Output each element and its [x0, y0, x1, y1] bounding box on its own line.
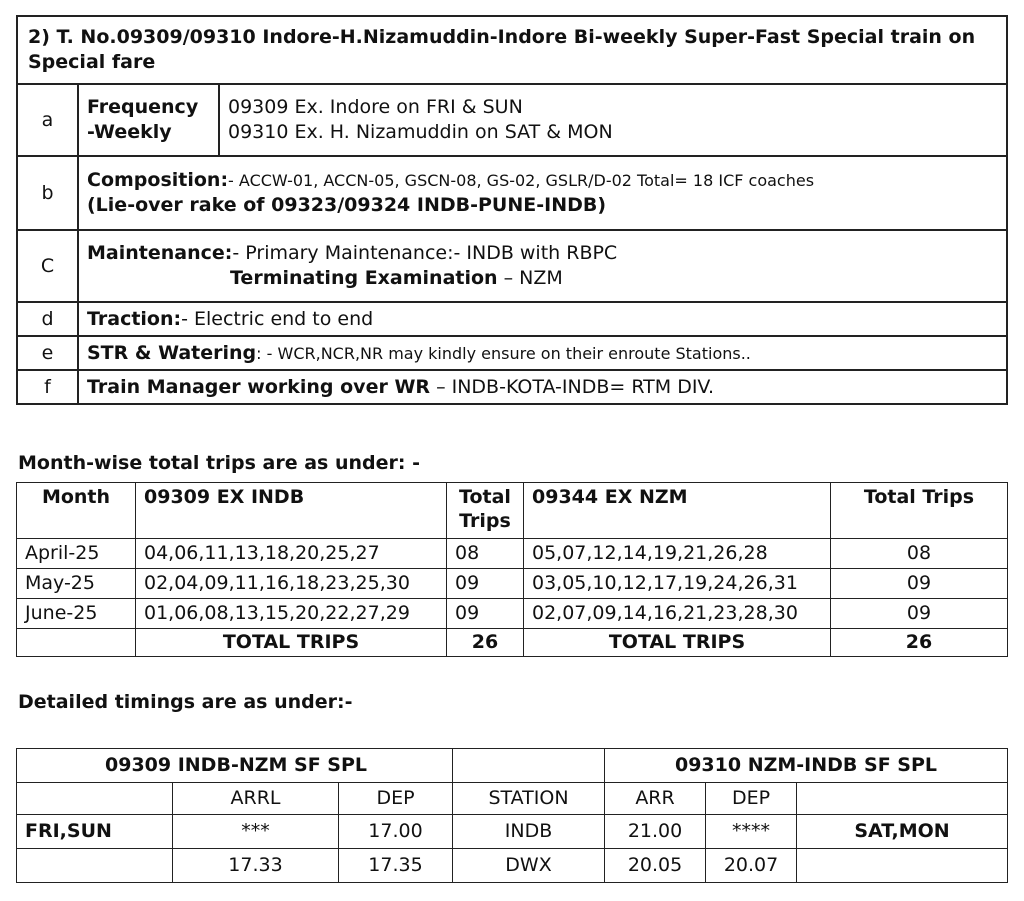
- row-letter: a: [17, 84, 78, 156]
- total-blank-cell: [17, 629, 136, 657]
- info-row-f: [17, 370, 1007, 404]
- trips-header-row: [17, 483, 1008, 539]
- row-letter: d: [17, 302, 78, 336]
- trips-row: [17, 569, 1008, 599]
- row-letter: b: [17, 156, 78, 230]
- trips-row: [17, 599, 1008, 629]
- trips-total-row: [17, 629, 1008, 657]
- down-dates-cell: 05,07,12,14,19,21,26,28: [524, 539, 831, 569]
- frequency-value: [219, 84, 1007, 156]
- arr2-cell: 20.05: [605, 849, 706, 883]
- train-manager-cell: [78, 370, 1007, 404]
- dep2-cell: ****: [706, 815, 797, 849]
- down-total-cell: 09: [831, 569, 1008, 599]
- composition-line2: (Lie-over rake of 09323/09324 INDB-PUNE-INDB): [87, 194, 607, 216]
- down-days-cell: [797, 849, 1008, 883]
- down-total-header: Total Trips: [831, 483, 1008, 539]
- maintenance-label: Maintenance:: [87, 242, 233, 265]
- traction-cell: [78, 302, 1007, 336]
- up-total-cell: 09: [447, 599, 524, 629]
- up-days-cell: [17, 849, 173, 883]
- terminating-label: Terminating Examination: [230, 267, 498, 289]
- up-grand-total: 26: [447, 629, 524, 657]
- arr-cell: ***: [173, 815, 339, 849]
- row-letter: e: [17, 336, 78, 370]
- down-dates-cell: 03,05,10,12,17,19,24,26,31: [524, 569, 831, 599]
- timings-heading: Detailed timings are as under:-: [18, 691, 353, 713]
- info-title-row: [17, 16, 1007, 84]
- trips-table: [16, 482, 1008, 657]
- down-grand-total: 26: [831, 629, 1008, 657]
- station-cell: INDB: [453, 815, 605, 849]
- up-total-label: TOTAL TRIPS: [136, 629, 447, 657]
- info-row-b: [17, 156, 1007, 230]
- up-total-header-line2: Trips: [459, 509, 511, 532]
- timings-row: [17, 815, 1008, 849]
- timings-table: [16, 748, 1008, 883]
- watering-cell: [78, 336, 1007, 370]
- timings-header-row: [17, 783, 1008, 815]
- arr2-header: ARR: [605, 783, 706, 815]
- timings-row: [17, 849, 1008, 883]
- info-row-d: [17, 302, 1007, 336]
- month-cell: April-25: [17, 539, 136, 569]
- up-days-cell: FRI,SUN: [17, 815, 173, 849]
- row-letter: f: [17, 370, 78, 404]
- station-cell: DWX: [453, 849, 605, 883]
- header-blank-cell: [797, 783, 1008, 815]
- up-total-cell: 08: [447, 539, 524, 569]
- trips-heading: Month-wise total trips are as under: -: [18, 452, 420, 474]
- dep2-header: DEP: [706, 783, 797, 815]
- title-blank-cell: [453, 749, 605, 783]
- row-letter: C: [17, 230, 78, 302]
- up-dates-cell: 01,06,08,13,15,20,22,27,29: [136, 599, 447, 629]
- info-row-e: [17, 336, 1007, 370]
- timings-title-row: [17, 749, 1008, 783]
- dep-cell: 17.35: [339, 849, 453, 883]
- up-train-header: 09309 EX INDB: [136, 483, 447, 539]
- up-train-title: 09309 INDB-NZM SF SPL: [17, 749, 453, 783]
- dep2-cell: 20.07: [706, 849, 797, 883]
- header-blank-cell: [17, 783, 173, 815]
- watering-label: STR & Watering: [87, 341, 257, 364]
- trips-row: [17, 539, 1008, 569]
- down-total-label: TOTAL TRIPS: [524, 629, 831, 657]
- month-cell: May-25: [17, 569, 136, 599]
- composition-label: Composition:: [87, 169, 229, 192]
- info-row-c: [17, 230, 1007, 302]
- train-info-table: [16, 15, 1008, 405]
- frequency-value-line2: 09310 Ex. H. Nizamuddin on SAT & MON: [228, 121, 613, 143]
- down-train-title: 09310 NZM-INDB SF SPL: [605, 749, 1008, 783]
- traction-label: Traction:: [87, 307, 182, 330]
- maintenance-value: - Primary Maintenance:- INDB with RBPC: [232, 242, 618, 265]
- arr-cell: 17.33: [173, 849, 339, 883]
- up-total-cell: 09: [447, 569, 524, 599]
- down-total-cell: 09: [831, 599, 1008, 629]
- traction-value: - Electric end to end: [181, 307, 374, 330]
- frequency-label-line1: Frequency: [87, 96, 199, 119]
- up-total-header: [447, 483, 524, 539]
- dep-header: DEP: [339, 783, 453, 815]
- up-dates-cell: 02,04,09,11,16,18,23,25,30: [136, 569, 447, 599]
- frequency-value-line1: 09309 Ex. Indore on FRI & SUN: [228, 96, 523, 119]
- maintenance-cell: [78, 230, 1007, 302]
- info-row-a: [17, 84, 1007, 156]
- down-total-cell: 08: [831, 539, 1008, 569]
- month-cell: June-25: [17, 599, 136, 629]
- station-header: STATION: [453, 783, 605, 815]
- frequency-label-line2: -Weekly: [87, 121, 172, 143]
- composition-value: - ACCW-01, ACCN-05, GSCN-08, GS-02, GSLR/D-02 Total= 18 ICF coaches: [228, 171, 815, 191]
- down-train-header: 09344 EX NZM: [524, 483, 831, 539]
- up-dates-cell: 04,06,11,13,18,20,25,27: [136, 539, 447, 569]
- frequency-label: [78, 84, 219, 156]
- info-title: 2) T. No.09309/09310 Indore-H.Nizamuddin-Indore Bi-weekly Super-Fast Special train on Special fare: [17, 16, 1007, 84]
- dep-cell: 17.00: [339, 815, 453, 849]
- month-header: Month: [17, 483, 136, 539]
- composition-cell: [78, 156, 1007, 230]
- train-manager-label: Train Manager working over WR: [87, 375, 431, 398]
- watering-value: : - WCR,NCR,NR may kindly ensure on their enroute Stations..: [256, 343, 751, 363]
- arr2-cell: 21.00: [605, 815, 706, 849]
- up-total-header-line1: Total: [459, 486, 511, 508]
- terminating-value: – NZM: [497, 267, 563, 289]
- arr-header: ARRL: [173, 783, 339, 815]
- down-dates-cell: 02,07,09,14,16,21,23,28,30: [524, 599, 831, 629]
- down-days-cell: SAT,MON: [797, 815, 1008, 849]
- train-manager-value: – INDB-KOTA-INDB= RTM DIV.: [430, 375, 715, 398]
